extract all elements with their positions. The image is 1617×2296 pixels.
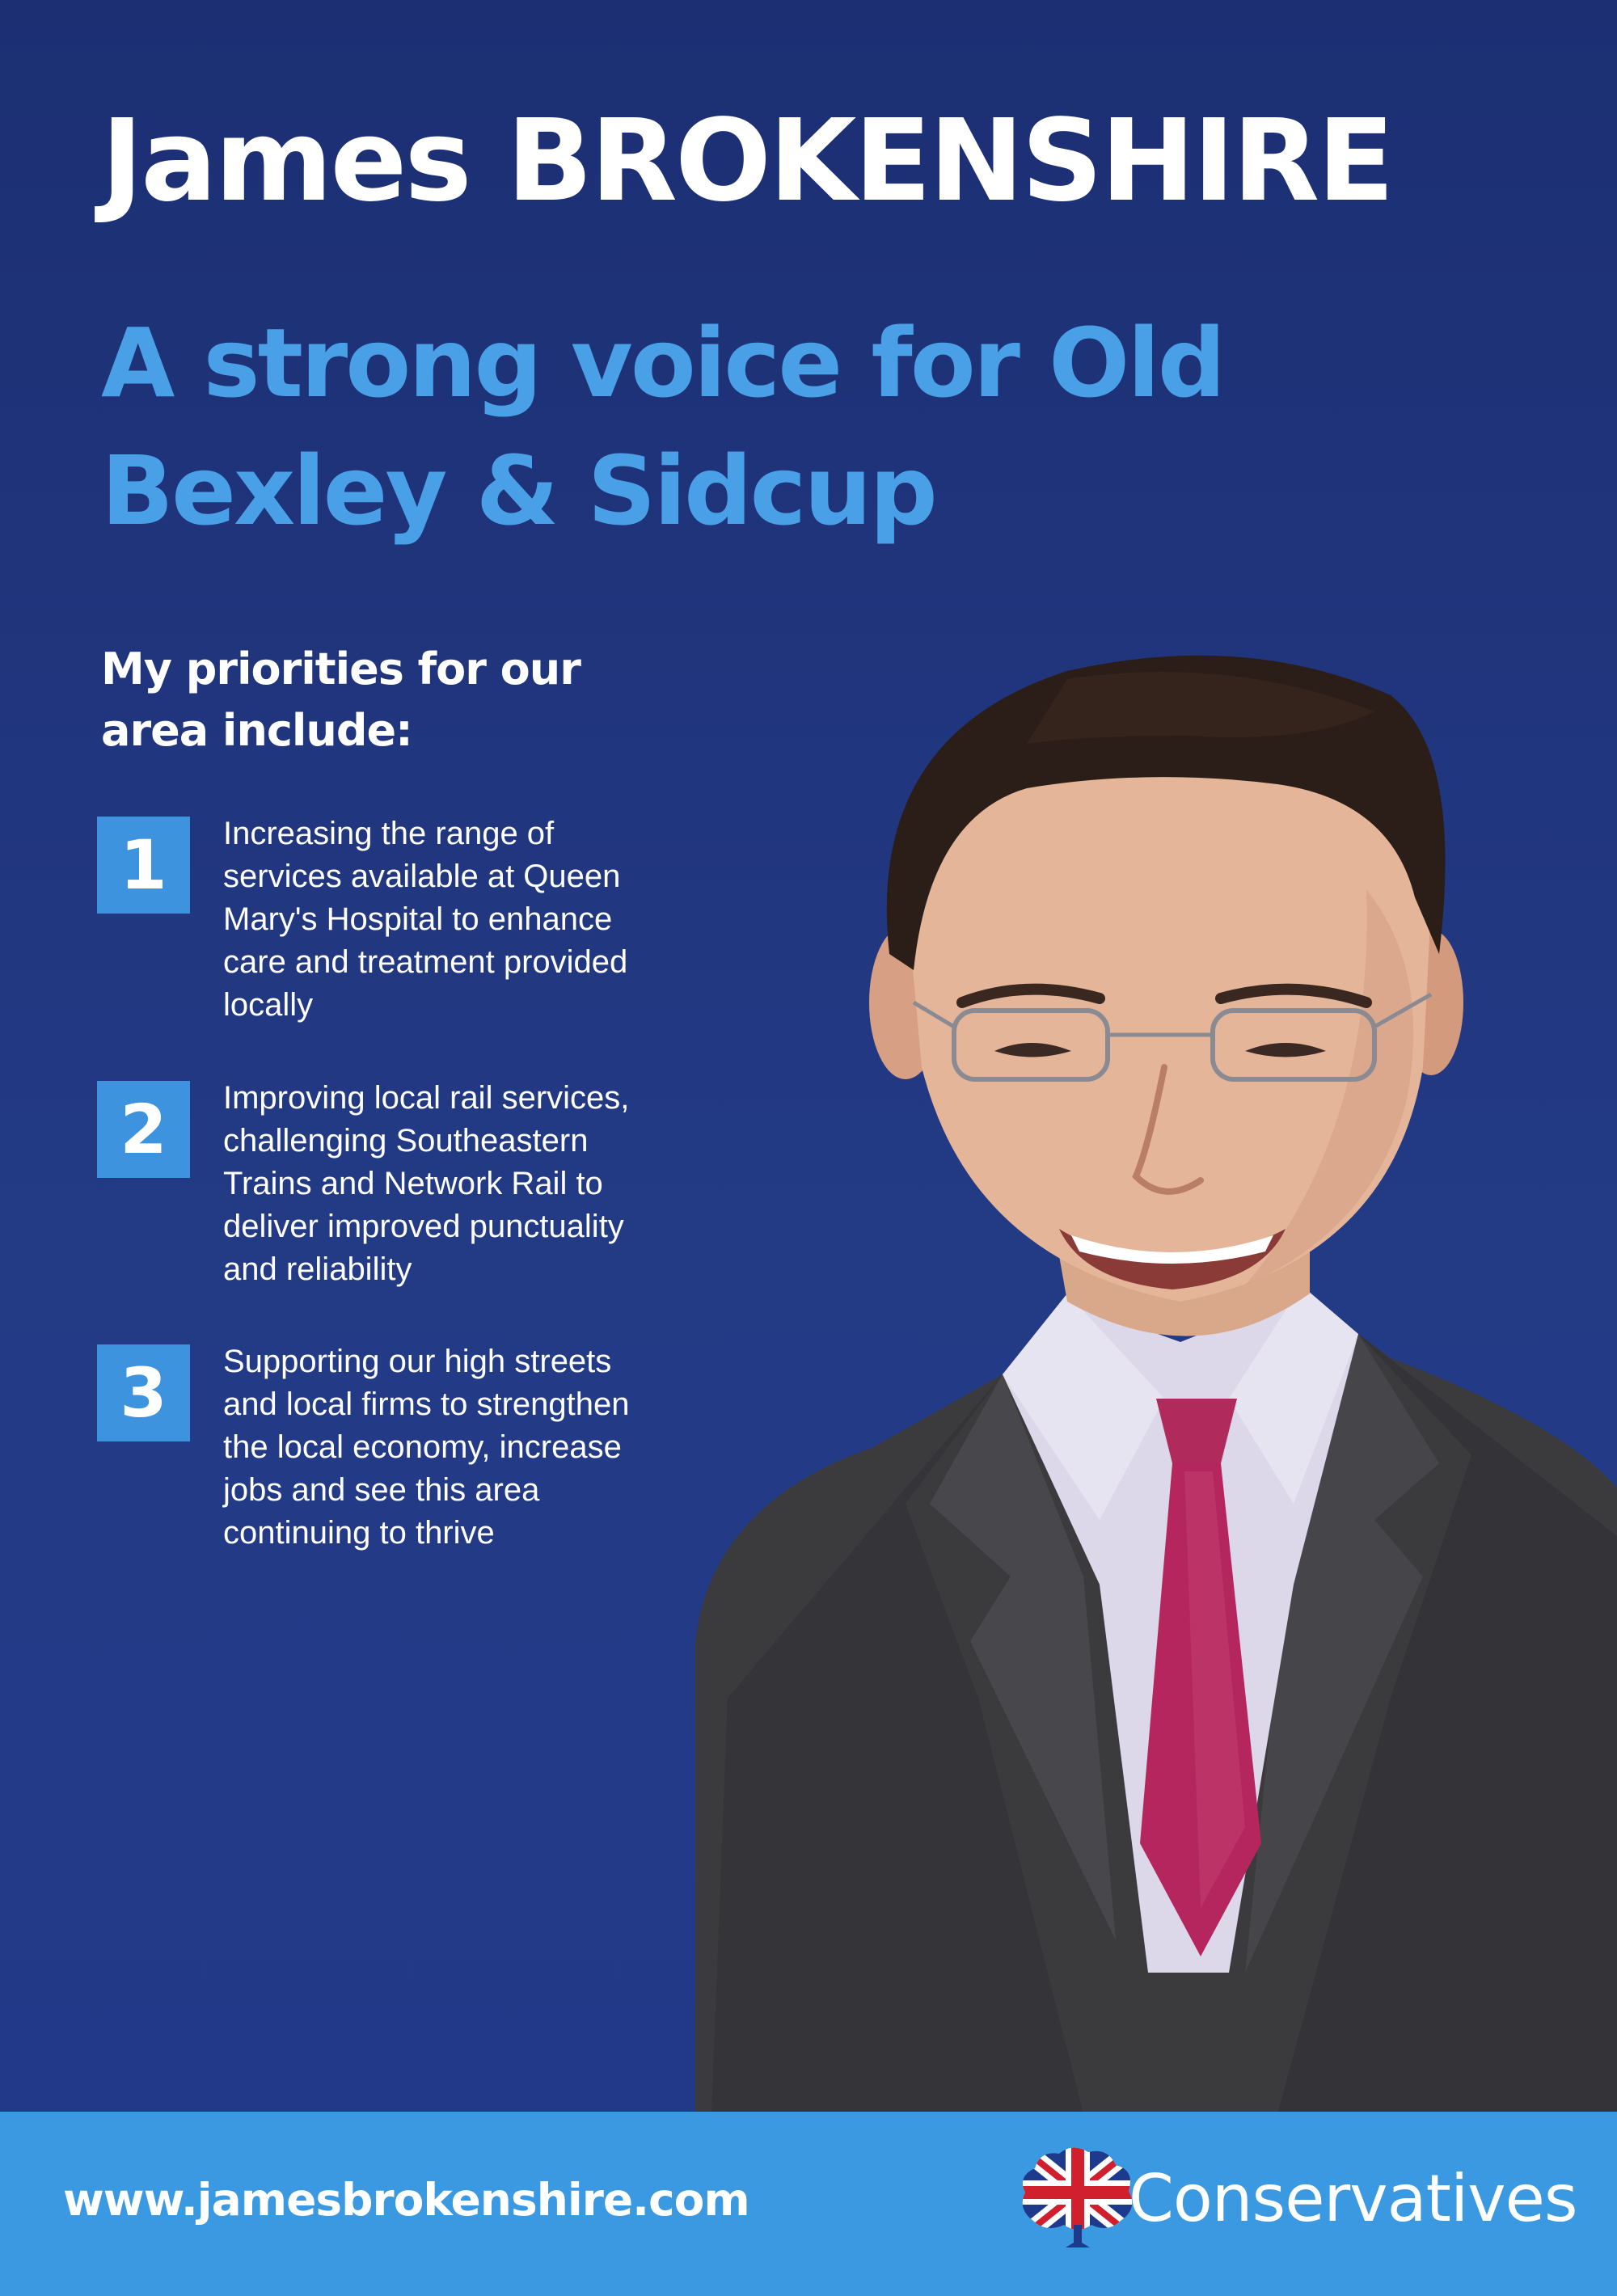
priority-line: Mary's Hospital to enhance	[223, 901, 613, 937]
priority-line: and reliability	[223, 1251, 412, 1287]
website-link[interactable]: www.jamesbrokenshire.com	[63, 2174, 749, 2226]
priorities-heading-line: area include:	[101, 705, 412, 756]
priority-line: Supporting our high streets	[223, 1344, 612, 1379]
tagline	[101, 299, 1314, 555]
candidate-photo	[663, 647, 1617, 2114]
footer-bar	[0, 2112, 1617, 2296]
priority-line: the local economy, increase	[223, 1429, 622, 1465]
priority-line: deliver improved punctuality	[223, 1209, 624, 1244]
priority-line: continuing to thrive	[223, 1515, 495, 1551]
priority-number-badge: 2	[97, 1081, 190, 1178]
party-name: Conservatives	[1129, 2161, 1577, 2236]
priorities-heading-line: My priorities for our	[101, 644, 581, 694]
tagline-line: A strong voice for Old	[101, 307, 1224, 419]
tagline-line: Bexley & Sidcup	[101, 435, 935, 547]
priority-item-3	[97, 1340, 695, 1583]
priority-item-1	[97, 812, 695, 1055]
priority-line: locally	[223, 987, 314, 1023]
priority-number-badge: 3	[97, 1344, 190, 1441]
priority-line: jobs and see this area	[223, 1472, 540, 1508]
priority-text	[223, 1077, 708, 1291]
priority-line: services available at Queen	[223, 859, 621, 894]
union-jack-tree-icon	[1017, 2144, 1138, 2249]
priority-text	[223, 812, 708, 1027]
priority-number-badge: 1	[97, 817, 190, 914]
priority-line: Trains and Network Rail to	[223, 1166, 603, 1201]
candidate-name: James BROKENSHIRE	[101, 95, 1392, 227]
priority-text	[223, 1340, 708, 1555]
priority-line: Increasing the range of	[223, 816, 555, 851]
priority-line: challenging Southeastern	[223, 1123, 589, 1159]
priority-line: and local firms to strengthen	[223, 1386, 630, 1422]
priority-item-2	[97, 1077, 695, 1319]
priorities-heading	[101, 639, 667, 762]
priority-line: Improving local rail services,	[223, 1080, 630, 1116]
priority-line: care and treatment provided	[223, 944, 628, 980]
